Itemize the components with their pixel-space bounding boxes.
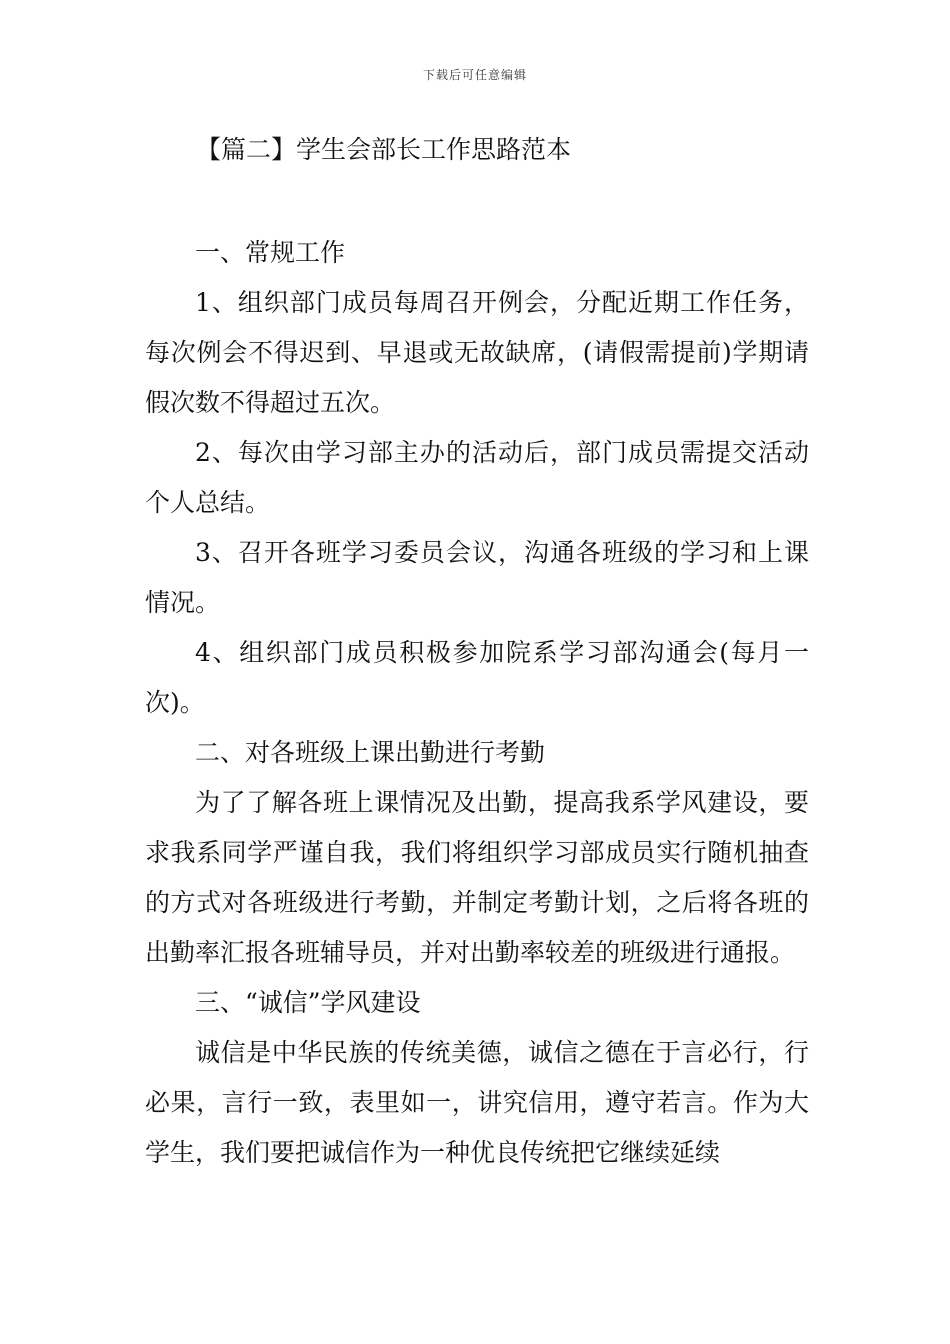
section-3-paragraph: 诚信是中华民族的传统美德，诚信之德在于言必行，行必果，言行一致，表里如一，讲究信用，遵守若言。作为大学生，我们要把诚信作为一种优良传统把它继续延续 <box>145 1038 809 1167</box>
section-1-item-1: 1、组织部门成员每周召开例会，分配近期工作任务，每次例会不得迟到、早退或无故缺席，(请假需提前)学期请假次数不得超过五次。 <box>145 288 809 417</box>
section-1-item-4: 4、组织部门成员积极参加院系学习部沟通会(每月一次)。 <box>145 638 809 717</box>
section-2-paragraph: 为了了解各班上课情况及出勤，提高我系学风建设，要求我系同学严谨自我，我们将组织学习部成员实行随机抽查的方式对各班级进行考勤，并制定考勤计划，之后将各班的出勤率汇报各班辅导员，并对出勤率较差的班级进行通报。 <box>145 788 809 967</box>
section-1-item-2: 2、每次由学习部主办的活动后，部门成员需提交活动个人总结。 <box>145 438 809 517</box>
section-3-heading: 三、“诚信”学风建设 <box>195 988 421 1017</box>
section-1-heading: 一、常规工作 <box>195 238 346 267</box>
document-title: 【篇二】学生会部长工作思路范本 <box>196 135 572 164</box>
header-note: 下载后可任意编辑 <box>422 68 527 82</box>
section-1-item-3: 3、召开各班学习委员会议，沟通各班级的学习和上课情况。 <box>145 538 809 617</box>
document-body <box>145 228 809 1178</box>
section-2-heading: 二、对各班级上课出勤进行考勤 <box>195 738 546 767</box>
